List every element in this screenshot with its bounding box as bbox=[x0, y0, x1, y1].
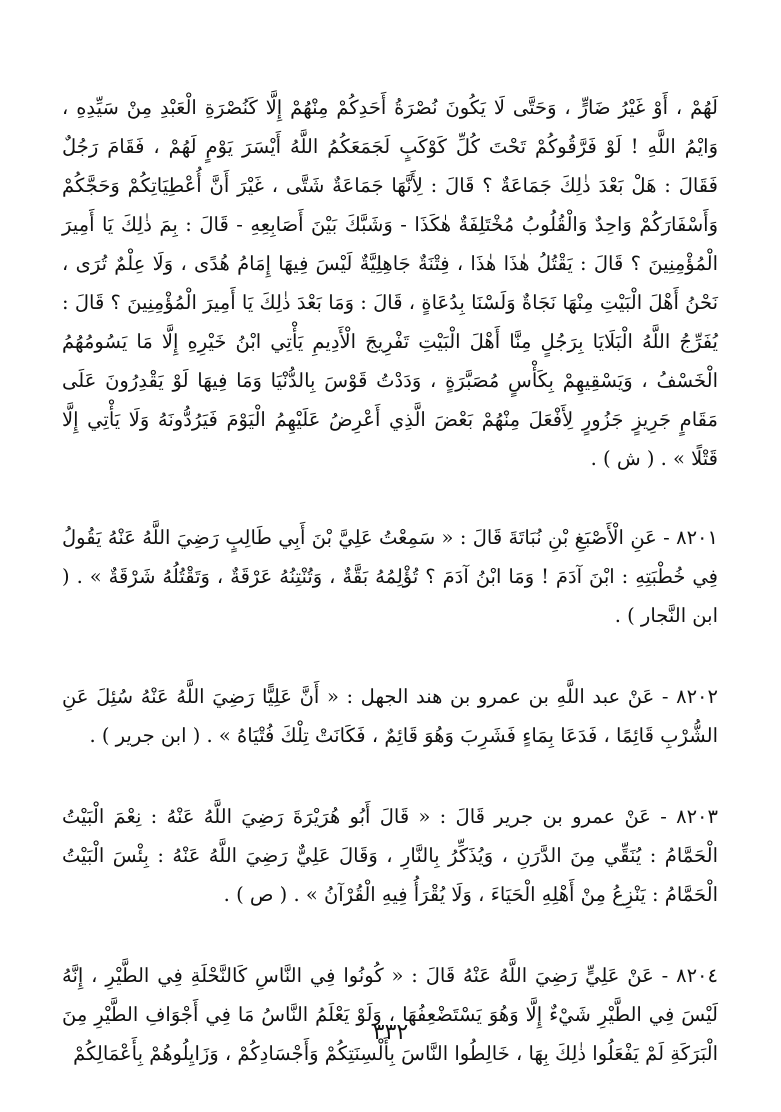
entry-number: ٨٢٠٢ bbox=[676, 685, 718, 708]
entry-text: - عَنِ الْأَصْبَغِ بْنِ نُبَاتَةَ قَالَ : « سَمِعْتُ عَلِيَّ بْنَ أَبِي طَالِبٍ رَضِيَ اللَّهُ عَنْهُ يَقُولُ فِي خُطْبَتِهِ : ابْنَ آدَمَ ! وَمَا ابْنُ آدَمَ ؟ تُؤْلِمُهُ بَقَّةٌ ، وَتُنْتِنُهُ عَرْقَةٌ ، وَتَقْتُلُهُ شَرْقَةٌ » . ( ابن النَّجار ) . bbox=[62, 526, 718, 627]
hadith-entry-8202 bbox=[62, 677, 718, 755]
page-number: ٣٣٢ bbox=[372, 1020, 409, 1045]
hadith-entry-8201 bbox=[62, 518, 718, 635]
hadith-entry-8203 bbox=[62, 797, 718, 914]
entry-text: - عَنْ عمرو بن جرير قَالَ : « قَالَ أَبُو هُرَيْرَةَ رَضِيَ اللَّهُ عَنْهُ : نِعْمَ الْبَيْتُ الْحَمَّامُ : يُنَقِّي مِنَ الدَّرَنِ ، وَيُذَكِّرُ بِالنَّارِ ، وَقَالَ عَلِيٌّ رَضِيَ اللَّهُ عَنْهُ : بِئْسَ الْبَيْتُ الْحَمَّامُ : يَنْزِعُ مِنْ أَهْلِهِ الْحَيَاءَ ، وَلَا يُقْرَأُ فِيهِ الْقُرْآنُ » . ( ص ) . bbox=[62, 805, 718, 906]
entry-number: ٨٢٠٤ bbox=[676, 964, 719, 987]
entry-number: ٨٢٠٣ bbox=[676, 805, 718, 828]
entry-text: - عَنْ عَلِيٍّ رَضِيَ اللَّهُ عَنْهُ قَالَ : « كُونُوا فِي النَّاسِ كَالنَّحْلَةِ فِي الطَّيْرِ ، إِنَّهُ لَيْسَ فِي الطَّيْرِ شَيْءٌ إِلَّا وَهُوَ يَسْتَضْعِفُهَا ، وَلَوْ يَعْلَمُ النَّاسُ مَا فِي أَجْوَافِ الطَّيْرِ مِنَ الْبَرَكَةِ لَمْ يَفْعَلُوا ذٰلِكَ بِهَا ، خَالِطُوا النَّاسَ بِأَلْسِنَتِكُمْ وَأَجْسَادِكُمْ ، وَزَايِلُوهُمْ بِأَعْمَالِكُمْ bbox=[62, 964, 718, 1065]
entry-text: - عَنْ عبد اللَّهِ بن عمرو بن هند الجهل : « أَنَّ عَلِيًّا رَضِيَ اللَّهُ عَنْهُ سُئِلَ عَنِ الشُّرْبِ قَائِمًا ، فَدَعَا بِمَاءٍ فَشَرِبَ وَهُوَ قَائِمٌ ، فَكَانَتْ تِلْكَ فُتْيَاهُ » . ( ابن جرير ) . bbox=[62, 685, 718, 747]
continuation-paragraph: لَهُمْ ، أَوْ غَيْرُ ضَارٍّ ، وَحَتَّى لَا يَكُونَ نُصْرَةُ أَحَدِكُمْ مِنْهُمْ إِلَّا كَنُصْرَةِ الْعَبْدِ مِنْ سَيِّدِهِ ، وَايْمُ اللَّهِ ! لَوْ فَرَّقُوكُمْ تَحْتَ كُلِّ كَوْكَبٍ لَجَمَعَكُمُ اللَّهُ أَيْسَرَ يَوْمٍ لَهُمْ ، فَقَامَ رَجُلٌ فَقَالَ : هَلْ بَعْدَ ذٰلِكَ جَمَاعَةٌ ؟ قَالَ : لِأَنَّهَا جَمَاعَةٌ شَتَّى ، غَيْرَ أَنَّ أُعْطِيَاتِكُمْ وَحَجَّكُمْ وَأَسْفَارَكُمْ وَاحِدٌ وَالْقُلُوبُ مُخْتَلِفَةٌ هٰكَذَا - وَشَبَّكَ بَيْنَ أَصَابِعِهِ - قَالَ : بِمَ ذٰلِكَ يَا أَمِيرَ الْمُؤْمِنِينَ ؟ قَالَ : يَقْتُلُ هٰذَا هٰذَا ، فِتْنَةٌ جَاهِلِيَّةٌ لَيْسَ فِيهَا إِمَامُ هُدًى ، وَلَا عِلْمٌ تُرَى ، نَحْنُ أَهْلَ الْبَيْتِ مِنْهَا نَجَاةٌ وَلَسْنَا بِدُعَاةٍ ، قَالَ : وَمَا بَعْدَ ذٰلِكَ يَا أَمِيرَ الْمُؤْمِنِينَ ؟ قَالَ : يُفَرِّجُ اللَّهُ الْبَلَايَا بِرَجُلٍ مِنَّا أَهْلَ الْبَيْتِ تَفْرِيجَ الْأَدِيمِ يَأْتِي ابْنُ خَيْرِهِ إِلَّا مَا يَسُومُهُمُ الْخَسْفُ ، وَيَسْقِيهِمْ بِكَأْسٍ مُصَبَّرَةٍ ، وَدَدْتُ قَوْسَ بِالدُّنْيَا وَمَا فِيهَا لَوْ يَقْدِرُونَ عَلَى مَقَامٍ جَرِيزٍ جَزُورٍ لِأَفْعَلَ مِنْهُمْ بَعْضَ الَّذِي أَعْرِضُ عَلَيْهِمُ الْيَوْمَ فَيَرُدُّونَهُ وَلَا يَأْتِي إِلَّا قَتْلًا » . ( ش ) . bbox=[62, 96, 718, 470]
hadith-entry-8204 bbox=[62, 956, 718, 1073]
entry-number: ٨٢٠١ bbox=[676, 526, 718, 549]
text-block bbox=[62, 88, 718, 1073]
